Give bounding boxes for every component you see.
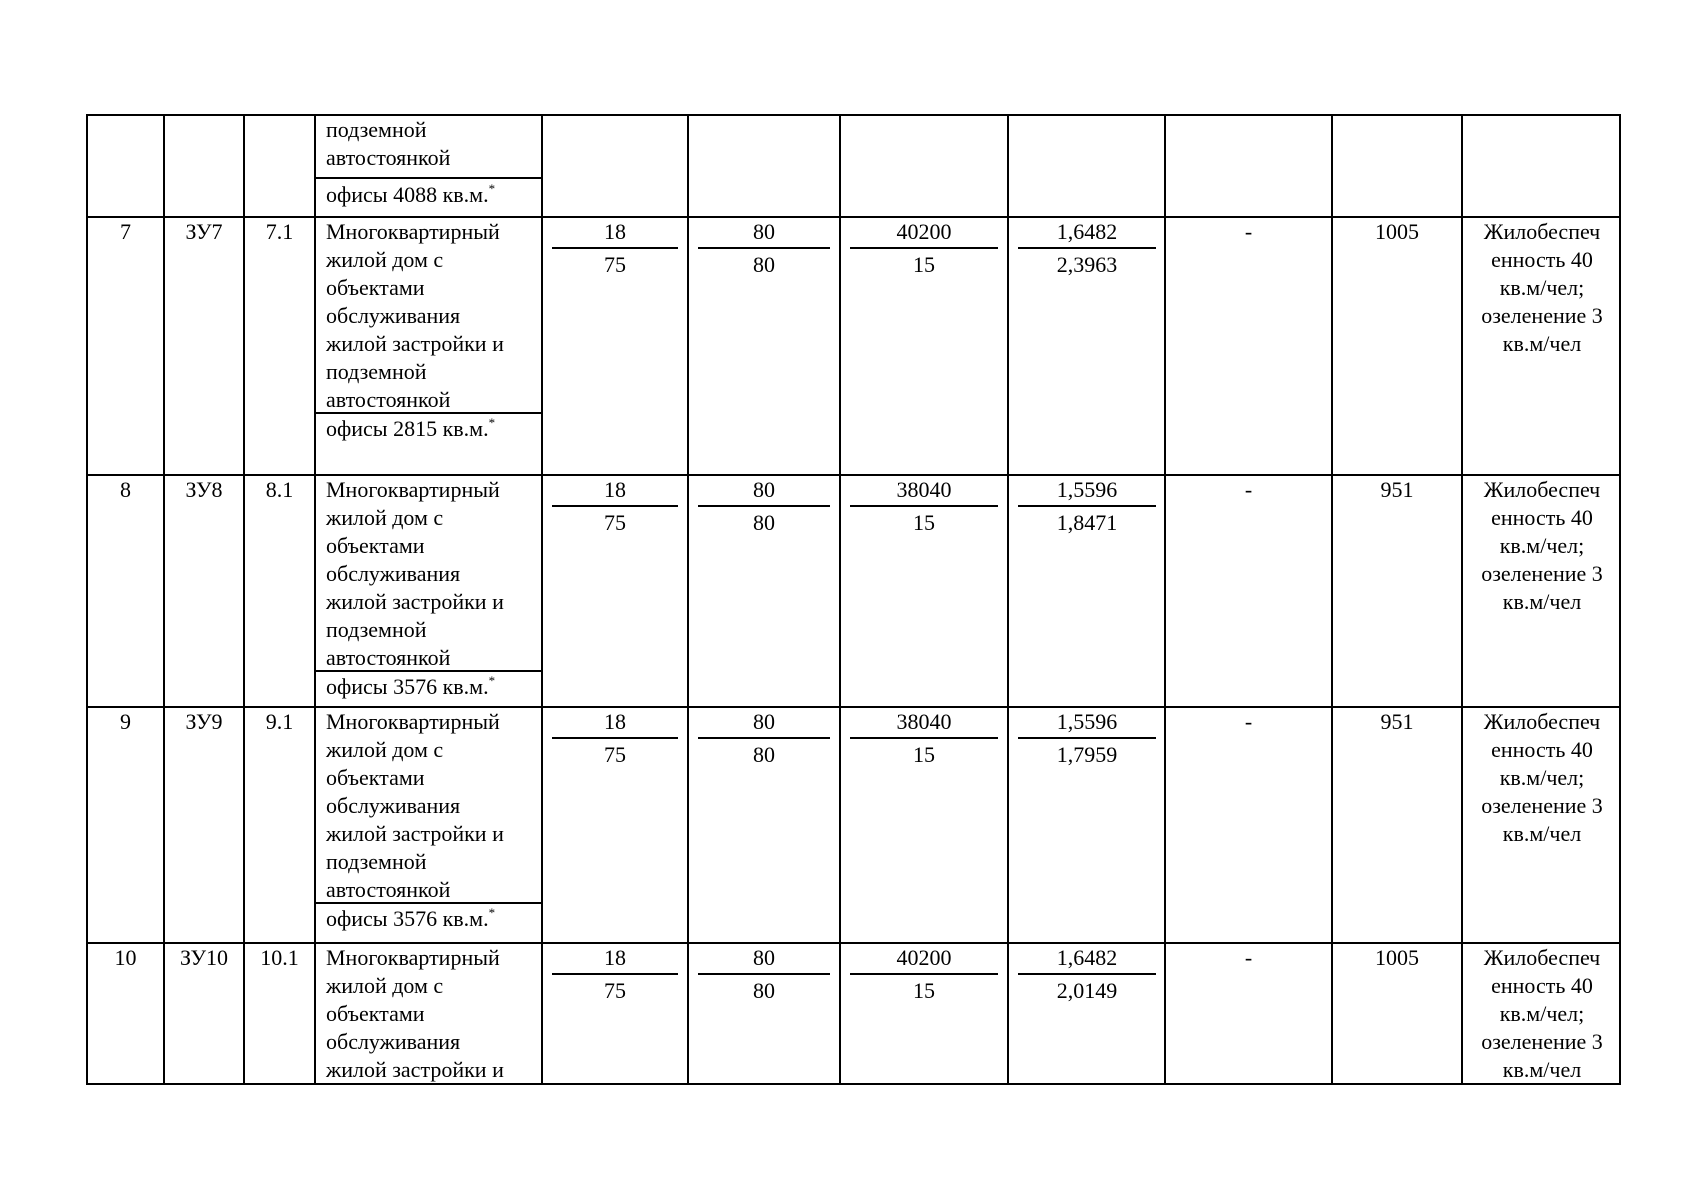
fraction-bottom: 80 bbox=[753, 742, 775, 767]
desc-line: подземной bbox=[326, 849, 427, 874]
fraction bbox=[552, 218, 678, 279]
lot-id: ЗУ8 bbox=[185, 477, 223, 502]
note-line: кв.м/чел bbox=[1502, 331, 1582, 356]
fraction-top: 38040 bbox=[896, 709, 952, 734]
note-line: енность 40 bbox=[1491, 973, 1593, 998]
footnote-mark: * bbox=[488, 415, 496, 430]
offices bbox=[326, 415, 495, 443]
note-line: Жилобеспеч bbox=[1483, 709, 1601, 734]
footnote-mark: * bbox=[488, 905, 496, 920]
note-line: кв.м/чел bbox=[1502, 589, 1582, 614]
note bbox=[1463, 944, 1621, 1084]
object-code: 10.1 bbox=[260, 945, 299, 970]
fraction-bottom: 75 bbox=[604, 978, 626, 1003]
fraction-top: 18 bbox=[604, 945, 626, 970]
fraction-bottom: 75 bbox=[604, 252, 626, 277]
fraction-bottom: 2,0149 bbox=[1056, 978, 1118, 1003]
fraction bbox=[698, 708, 830, 769]
fraction bbox=[698, 218, 830, 279]
desc-line: обслуживания bbox=[326, 793, 461, 818]
value-cell: 1005 bbox=[1375, 219, 1419, 244]
row-border bbox=[86, 114, 1621, 116]
fraction-top: 1,6482 bbox=[1056, 945, 1118, 970]
desc-line: объектами bbox=[326, 275, 425, 300]
value-cell: 1005 bbox=[1375, 945, 1419, 970]
fraction-bottom: 1,8471 bbox=[1056, 510, 1118, 535]
fraction-bottom: 15 bbox=[913, 978, 935, 1003]
description bbox=[326, 476, 504, 672]
col-border bbox=[1007, 114, 1009, 1085]
offices bbox=[326, 905, 495, 933]
fraction-top: 80 bbox=[753, 219, 775, 244]
fraction-bottom: 2,3963 bbox=[1056, 252, 1118, 277]
desc-line: подземной bbox=[326, 359, 427, 384]
description bbox=[326, 944, 504, 1084]
row-border bbox=[86, 1083, 1621, 1085]
col-border bbox=[1331, 114, 1333, 1085]
fraction-top: 18 bbox=[604, 219, 626, 244]
offices-text: офисы 2815 кв.м. bbox=[326, 416, 489, 441]
note-line: Жилобеспеч bbox=[1483, 945, 1601, 970]
fraction-bottom: 75 bbox=[604, 742, 626, 767]
fraction-bottom: 1,7959 bbox=[1056, 742, 1118, 767]
col-border bbox=[163, 114, 165, 1085]
col-border bbox=[86, 114, 88, 1085]
fraction-bottom: 80 bbox=[753, 978, 775, 1003]
top-description bbox=[326, 116, 450, 172]
fraction-bottom: 15 bbox=[913, 742, 935, 767]
fraction bbox=[552, 476, 678, 537]
desc-line: автостоянкой bbox=[326, 145, 451, 170]
fraction bbox=[698, 944, 830, 1005]
fraction bbox=[850, 218, 998, 279]
desc-line: обслуживания bbox=[326, 561, 461, 586]
col-border bbox=[314, 114, 316, 1085]
note-line: кв.м/чел; bbox=[1499, 765, 1585, 790]
offices-text: офисы 3576 кв.м. bbox=[326, 906, 489, 931]
note-line: кв.м/чел; bbox=[1499, 1001, 1585, 1026]
fraction-top: 80 bbox=[753, 477, 775, 502]
fraction bbox=[1018, 944, 1156, 1005]
desc-line: подземной bbox=[326, 117, 427, 142]
lot-id: ЗУ7 bbox=[185, 219, 223, 244]
note bbox=[1463, 218, 1621, 358]
desc-line: автостоянкой bbox=[326, 387, 451, 412]
note-line: енность 40 bbox=[1491, 737, 1593, 762]
note-line: енность 40 bbox=[1491, 505, 1593, 530]
desc-line: Многоквартирный bbox=[326, 477, 500, 502]
fraction bbox=[552, 944, 678, 1005]
col-border bbox=[541, 114, 543, 1085]
note-line: Жилобеспеч bbox=[1483, 477, 1601, 502]
value-cell: 951 bbox=[1380, 709, 1414, 734]
fraction-bottom: 15 bbox=[913, 510, 935, 535]
fraction-top: 1,5596 bbox=[1056, 477, 1118, 502]
fraction-top: 1,6482 bbox=[1056, 219, 1118, 244]
desc-line: жилой дом с bbox=[326, 247, 444, 272]
note-line: кв.м/чел; bbox=[1499, 275, 1585, 300]
col-border bbox=[1164, 114, 1166, 1085]
fraction-top: 40200 bbox=[896, 945, 952, 970]
col-border bbox=[243, 114, 245, 1085]
fraction-bottom: 80 bbox=[753, 252, 775, 277]
note-line: озеленение 3 bbox=[1481, 561, 1603, 586]
fraction bbox=[850, 708, 998, 769]
row-number: 9 bbox=[120, 709, 131, 734]
description bbox=[326, 218, 504, 414]
note-line: Жилобеспеч bbox=[1483, 219, 1601, 244]
fraction bbox=[552, 708, 678, 769]
desc-line: Многоквартирный bbox=[326, 709, 500, 734]
lot-id: ЗУ10 bbox=[179, 945, 229, 970]
object-code: 8.1 bbox=[265, 477, 294, 502]
dash-cell: - bbox=[1244, 709, 1253, 734]
lot-id: ЗУ9 bbox=[185, 709, 223, 734]
desc-line: Многоквартирный bbox=[326, 945, 500, 970]
desc-line: объектами bbox=[326, 533, 425, 558]
fraction-top: 40200 bbox=[896, 219, 952, 244]
note-line: озеленение 3 bbox=[1481, 303, 1603, 328]
row-number: 8 bbox=[120, 477, 131, 502]
col-border bbox=[687, 114, 689, 1085]
fraction-bottom: 15 bbox=[913, 252, 935, 277]
desc-line: жилой застройки и bbox=[326, 1057, 504, 1082]
object-code: 9.1 bbox=[265, 709, 294, 734]
fraction-top: 38040 bbox=[896, 477, 952, 502]
desc-line: жилой застройки и bbox=[326, 331, 504, 356]
fraction-bottom: 80 bbox=[753, 510, 775, 535]
desc-line: автостоянкой bbox=[326, 645, 451, 670]
desc-line: жилой дом с bbox=[326, 973, 444, 998]
offices-text: офисы 4088 кв.м. bbox=[326, 182, 489, 207]
footnote-mark: * bbox=[488, 181, 496, 196]
desc-line: объектами bbox=[326, 765, 425, 790]
top-offices bbox=[326, 181, 495, 209]
fraction-top: 80 bbox=[753, 709, 775, 734]
note-line: озеленение 3 bbox=[1481, 793, 1603, 818]
note-line: кв.м/чел bbox=[1502, 821, 1582, 846]
desc-line: обслуживания bbox=[326, 1029, 461, 1054]
row-number: 10 bbox=[114, 945, 137, 970]
fraction-top: 80 bbox=[753, 945, 775, 970]
note-line: кв.м/чел; bbox=[1499, 533, 1585, 558]
fraction-bottom: 75 bbox=[604, 510, 626, 535]
note bbox=[1463, 476, 1621, 616]
fraction bbox=[1018, 218, 1156, 279]
fraction-top: 1,5596 bbox=[1056, 709, 1118, 734]
description bbox=[326, 708, 504, 904]
dash-cell: - bbox=[1244, 477, 1253, 502]
note bbox=[1463, 708, 1621, 848]
desc-line: жилой дом с bbox=[326, 505, 444, 530]
footnote-mark: * bbox=[488, 673, 496, 688]
fraction bbox=[1018, 708, 1156, 769]
fraction bbox=[850, 944, 998, 1005]
value-cell: 951 bbox=[1380, 477, 1414, 502]
dash-cell: - bbox=[1244, 945, 1253, 970]
dash-cell: - bbox=[1244, 219, 1253, 244]
note-line: енность 40 bbox=[1491, 247, 1593, 272]
row-number: 7 bbox=[120, 219, 131, 244]
fraction bbox=[1018, 476, 1156, 537]
note-line: кв.м/чел bbox=[1502, 1057, 1582, 1082]
fraction bbox=[698, 476, 830, 537]
fraction-top: 18 bbox=[604, 477, 626, 502]
desc-line: жилой застройки и bbox=[326, 589, 504, 614]
desc-line: объектами bbox=[326, 1001, 425, 1026]
desc-line: жилой застройки и bbox=[326, 821, 504, 846]
note-line: озеленение 3 bbox=[1481, 1029, 1603, 1054]
desc-line: жилой дом с bbox=[326, 737, 444, 762]
offices bbox=[326, 673, 495, 701]
object-code: 7.1 bbox=[265, 219, 294, 244]
desc-line: подземной bbox=[326, 617, 427, 642]
fraction-top: 18 bbox=[604, 709, 626, 734]
subrow-border bbox=[315, 177, 543, 179]
fraction bbox=[850, 476, 998, 537]
desc-line: Многоквартирный bbox=[326, 219, 500, 244]
desc-line: обслуживания bbox=[326, 303, 461, 328]
desc-line: автостоянкой bbox=[326, 877, 451, 902]
offices-text: офисы 3576 кв.м. bbox=[326, 674, 489, 699]
col-border bbox=[839, 114, 841, 1085]
